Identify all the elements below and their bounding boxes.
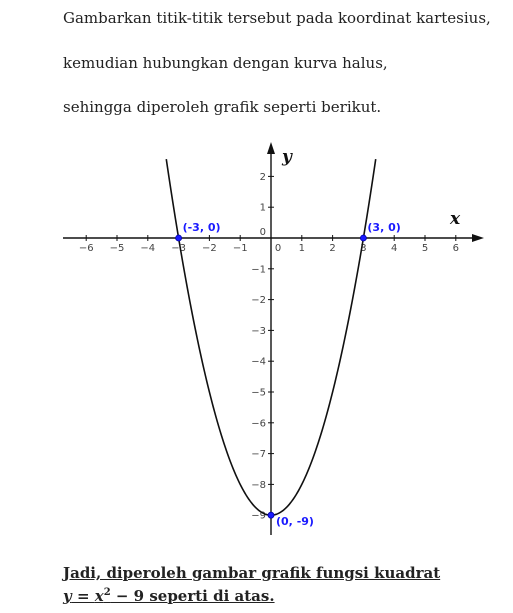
equation-var-y: y — [63, 587, 72, 605]
x-tick-label: −4 — [140, 243, 156, 254]
x-tick-label: 1 — [298, 243, 305, 254]
x-tick-label: −1 — [232, 243, 248, 254]
y-tick-label: 2 — [259, 171, 266, 183]
x-tick-label: 5 — [421, 243, 429, 254]
y-tick-label: −3 — [251, 325, 266, 337]
equation-rest: − 9 seperti di atas. — [110, 587, 275, 605]
x-tick-label: −5 — [109, 243, 125, 254]
y-tick-label: −5 — [251, 387, 266, 399]
point-label: (3, 0) — [367, 221, 401, 234]
x-tick-label: 2 — [329, 243, 336, 254]
y-tick-label: 1 — [259, 202, 266, 214]
point-label: (0, -9) — [276, 515, 314, 529]
y-tick-label: −6 — [251, 418, 266, 430]
x-tick-label: −6 — [78, 243, 94, 254]
conclusion-line-1: Jadi, diperoleh gambar grafik fungsi kuadrat — [63, 564, 441, 582]
y-axis-label: y — [282, 147, 292, 167]
point-label: (-3, 0) — [182, 221, 221, 234]
y-tick-label: −7 — [251, 449, 266, 461]
x-tick-label: −3 — [171, 243, 186, 254]
y-tick-label: −8 — [251, 479, 266, 491]
y-tick-label: −2 — [251, 295, 266, 307]
point-marker — [176, 235, 182, 241]
y-tick-label: −9 — [251, 510, 266, 522]
x-tick-label: 0 — [274, 243, 282, 254]
x-tick-label: 6 — [452, 243, 459, 254]
equation-var-x: x — [94, 587, 104, 605]
axes — [63, 142, 484, 535]
x-tick-label: 4 — [391, 243, 398, 254]
points-layer — [176, 221, 401, 528]
instruction-line-2: kemudian hubungkan dengan kurva halus, — [63, 54, 388, 72]
instruction-line-1: Gambarkan titik-titik tersebut pada koordinat kartesius, — [63, 9, 491, 27]
point-marker — [360, 235, 366, 241]
y-tick-label: −1 — [251, 264, 266, 276]
x-axis-arrow — [472, 234, 484, 242]
axis-ticks — [79, 172, 459, 522]
instruction-line-3: sehingga diperoleh grafik seperti berikut. — [63, 98, 382, 116]
equation-exponent: 2 — [103, 587, 111, 598]
equation-equals: = — [71, 587, 95, 605]
x-axis-label: x — [450, 209, 461, 229]
point-marker — [268, 512, 274, 518]
x-tick-label: −2 — [202, 243, 217, 254]
conclusion-line-2 — [63, 583, 275, 606]
y-tick-label: −4 — [251, 356, 266, 368]
x-tick-label: 3 — [360, 243, 367, 254]
y-axis-arrow — [267, 142, 275, 154]
y-tick-label: 0 — [259, 227, 266, 238]
